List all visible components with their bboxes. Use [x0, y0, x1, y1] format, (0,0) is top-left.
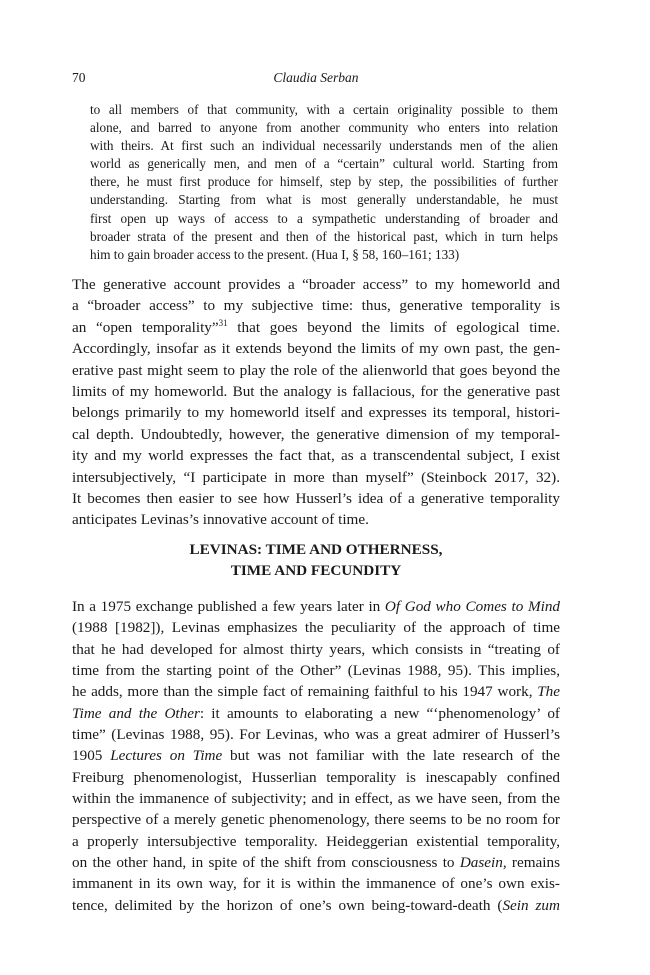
quote-line: with theirs. At first such an individual necessarily understands men of the alien: [90, 138, 558, 154]
text-line: Freiburg phenomenologist, Husserlian temporality is inescapably confined: [72, 768, 560, 786]
block-quote: [90, 101, 558, 264]
text-line: limits of my homeworld. But the analogy is fallacious, for the generative past: [72, 383, 560, 401]
quote-line: there, he must first produce for himself, step by step, the possibilities of further: [90, 174, 558, 190]
text-line: time” (Levinas 1988, 95). For Levinas, who was a great admirer of Husserl’s: [72, 726, 560, 744]
text-fragment: he adds, more than the simple fact of remaining faithful to his 1947 work,: [72, 683, 538, 701]
text-fragment: , remains: [502, 854, 561, 872]
text-line: anticipates Levinas’s innovative account of time.: [72, 511, 369, 529]
text-line: a “broader access” to my subjective time: thus, generative temporality is: [72, 297, 560, 315]
text-line: time from the starting point of the Other” (Levinas 1988, 95). This implies,: [72, 662, 560, 680]
text-line: a properly intersubjective temporality. Heideggerian existential temporality,: [72, 832, 560, 850]
section-heading-line-2: TIME AND FECUNDITY: [230, 562, 402, 579]
text-fragment: In a 1975 exchange published a few years later in: [72, 598, 385, 615]
quote-line: understanding. Starting from what is most generally understandable, he must: [90, 192, 558, 208]
quote-line: to all members of that community, with a certain originality possible to them: [90, 102, 558, 117]
quote-line: broader strata of the present and then of the historical past, which in turn helps: [90, 228, 558, 244]
text-line: [72, 703, 560, 724]
page-number: 70: [72, 70, 86, 85]
text-fragment: : it amounts to elaborating a new “‘phenomenology’ of: [199, 704, 560, 722]
text-fragment: on the other hand, in spite of the shift from consciousness to: [72, 854, 460, 872]
body-paragraph-1: [72, 274, 560, 531]
text-line: [72, 852, 560, 873]
italic-title: The: [537, 683, 560, 701]
section-heading-line-1: LEVINAS: TIME AND OTHERNESS,: [189, 541, 443, 558]
text-line: Accordingly, insofar as it extends beyond the limits of my own past, the gen-: [72, 340, 560, 358]
text-line: intersubjectively, “I participate in more than myself” (Steinbock 2017, 32).: [72, 468, 560, 486]
text-line: It becomes then easier to see how Husserl’s idea of a generative temporality: [72, 490, 560, 508]
quote-line: first open up ways of access to a sympathetic understanding of broader and: [90, 210, 558, 226]
body-paragraph-2: [72, 596, 560, 916]
text-line: belongs primarily to my homeworld itself and expresses its temporal, histori-: [72, 404, 560, 422]
text-fragment: an “open temporality”: [72, 318, 219, 336]
quote-line: world as generically men, and men of a “certain” cultural world. Starting from: [90, 156, 558, 172]
text-line: (1988 [1982]), Levinas emphasizes the peculiarity of the approach of time: [72, 619, 560, 637]
text-line: [72, 745, 560, 766]
text-line: erative past might seem to play the role of the alienworld that goes beyond the: [72, 361, 560, 379]
italic-title: Time and the Other: [72, 704, 200, 722]
running-head: [72, 70, 560, 88]
text-line: that he had developed for almost thirty years, which consists in “treating of: [72, 640, 560, 658]
quote-line: alone, and barred to anyone from another community who enters into relation: [90, 120, 558, 136]
text-line: [72, 596, 560, 617]
quote-line: him to gain broader access to the present. (Hua I, § 58, 160–161; 133): [90, 246, 460, 262]
italic-title: Lectures on Time: [110, 747, 223, 765]
italic-term: Dasein: [459, 854, 503, 872]
text-line: [72, 681, 560, 702]
footnote-marker: 31: [218, 317, 228, 328]
text-line: perspective of a merely genetic phenomenology, there seems to be no room for: [72, 811, 560, 829]
text-line: immanent in its own way, for it is within the immanence of one’s own exis-: [72, 875, 560, 893]
text-line: [72, 317, 560, 338]
section-heading: [72, 539, 560, 581]
text-line: The generative account provides a “broader access” to my homeworld and: [72, 276, 560, 293]
italic-title: Of God who Comes to Mind: [384, 598, 560, 615]
text-line: ity and my world expresses the fact that, as a transcendental subject, I exist: [72, 447, 560, 465]
text-fragment: that goes beyond the limits of egological time.: [227, 318, 560, 336]
text-line: [72, 895, 560, 916]
running-head-author: Claudia Serban: [273, 70, 359, 85]
text-fragment: tence, delimited by the horizon of one’s own being-toward-death (: [72, 896, 503, 914]
text-line: cal depth. Undoubtedly, however, the generative dimension of my temporal-: [72, 425, 560, 443]
italic-term: Sein zum: [502, 896, 560, 914]
text-line: within the immanence of subjectivity; and in effect, as we have seen, from the: [72, 790, 560, 808]
text-fragment: but was not familiar with the late research of the: [222, 747, 560, 765]
text-fragment: 1905: [72, 747, 111, 765]
